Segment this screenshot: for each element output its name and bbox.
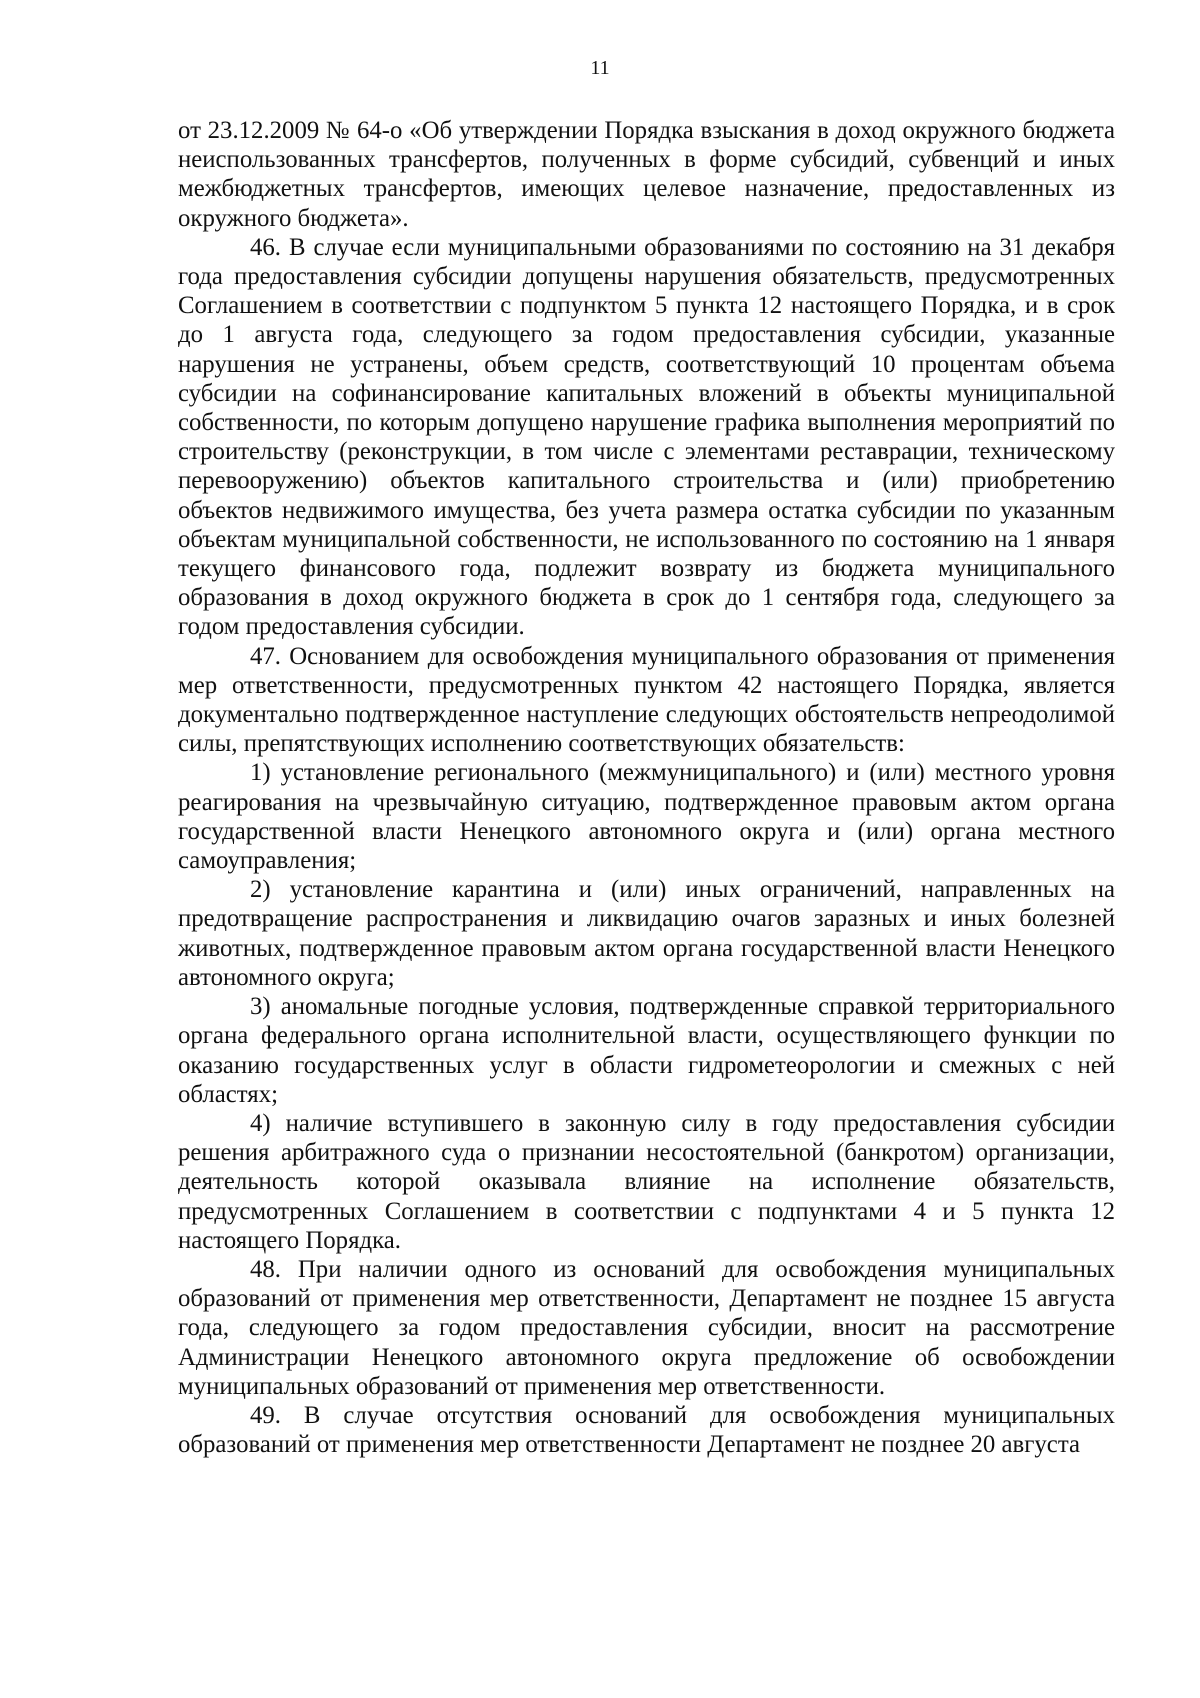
paragraph-49: 49. В случае отсутствия оснований для освобождения муниципальных образований от применения мер ответственности Департамент не позднее 20 августа <box>178 1401 1115 1459</box>
paragraph-46: 46. В случае если муниципальными образованиями по состоянию на 31 декабря года предоставления субсидии допущены нарушения обязательств, предусмотренных Соглашением в соответствии с подпунктом 5 пункта 12 настоящего Порядка, и в срок до 1 августа года, следующего за годом предоставления субсидии, указанные нарушения не устранены, объем средств, соответствующий 10 процентам объема субсидии на софинансирование капитальных вложений в объекты муниципальной собственности, по которым допущено нарушение графика выполнения мероприятий по строительству (реконструкции, в том числе с элементами реставрации, техническому перевооружению) объектов капитального строительства и (или) приобретению объектов недвижимого имущества, без учета размера остатка субсидии по указанным объектам муниципальной собственности, не использованного по состоянию на 1 января текущего финансового года, подлежит возврату из бюджета муниципального образования в доход окружного бюджета в срок до 1 сентября года, следующего за годом предоставления субсидии. <box>178 233 1115 641</box>
paragraph-47-item-3: 3) аномальные погодные условия, подтвержденные справкой территориального органа федерального органа исполнительной власти, осуществляющего функции по оказанию государственных услуг в области гидрометеорологии и смежных с ней областях; <box>178 993 1115 1108</box>
paragraph-47-item-4: 4) наличие вступившего в законную силу в году предоставления субсидии решения арбитражного суда о признании несостоятельной (банкротом) организации, деятельность которой оказывала влияние на исполнение обязательств, предусмотренных Соглашением в соответствии с подпунктами 4 и 5 пункта 12 настоящего Порядка. <box>178 1109 1115 1254</box>
paragraph-47-item-1: 1) установление регионального (межмуниципального) и (или) местного уровня реагирования на чрезвычайную ситуацию, подтвержденное правовым актом органа государственной власти Ненецкого автономного округа и (или) органа местного самоуправления; <box>178 759 1115 875</box>
paragraph-48: 48. При наличии одного из оснований для освобождения муниципальных образований от применения мер ответственности, Департамент не позднее 15 августа года, следующего за годом предоставления субсидии, вносит на рассмотрение Администрации Ненецкого автономного округа предложение об освобождении муниципальных образований от применения мер ответственности. <box>178 1255 1115 1400</box>
paragraph-47: 47. Основанием для освобождения муниципального образования от применения мер ответственности, предусмотренных пунктом 42 настоящего Порядка, является документально подтвержденное наступление следующих обстоятельств непреодолимой силы, препятствующих исполнению соответствующих обязательств: <box>178 642 1115 758</box>
document-body <box>178 116 1115 1459</box>
paragraph-intro-citation: от 23.12.2009 № 64-о «Об утверждении Порядка взыскания в доход окружного бюджета неиспользованных трансфертов, полученных в форме субсидий, субвенций и иных межбюджетных трансфертов, имеющих целевое назначение, предоставленных из окружного бюджета». <box>178 117 1115 232</box>
paragraph-47-item-2: 2) установление карантина и (или) иных ограничений, направленных на предотвращение распространения и ликвидацию очагов заразных и иных болезней животных, подтвержденное правовым актом органа государственной власти Ненецкого автономного округа; <box>178 876 1115 991</box>
page-number: 11 <box>590 57 610 79</box>
